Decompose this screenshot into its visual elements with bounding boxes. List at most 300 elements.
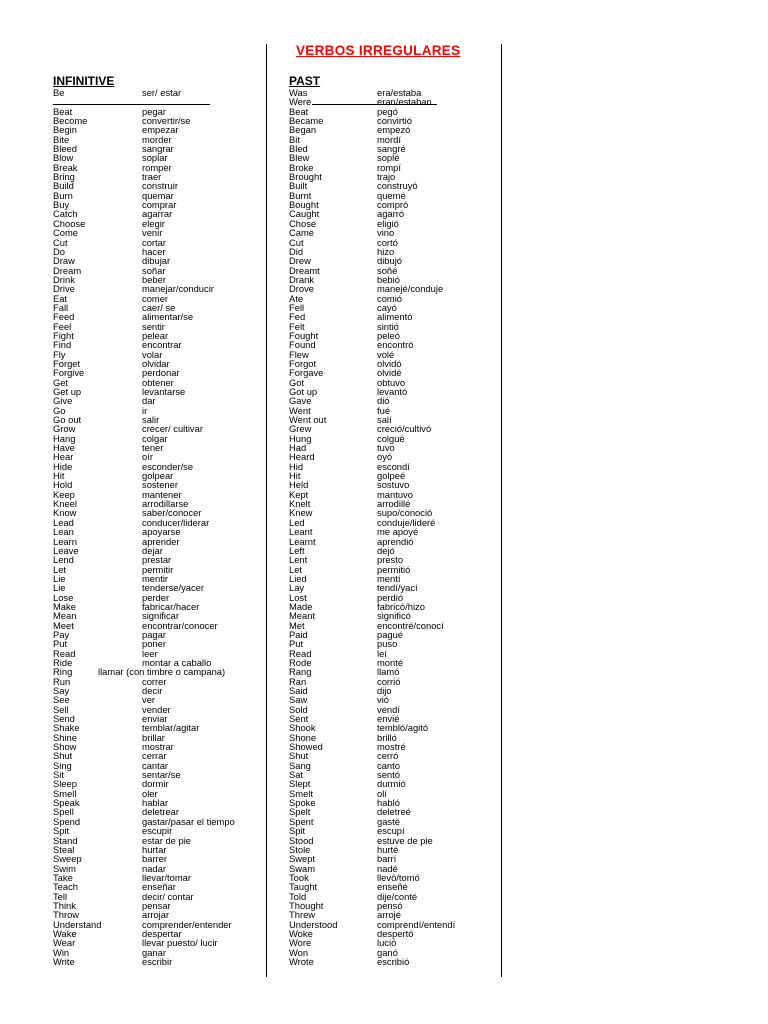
- verb-spanish: barrí: [377, 853, 397, 865]
- verb-spanish: pagar: [142, 628, 166, 640]
- verb-english: Leave: [53, 544, 79, 556]
- verb-spanish: puso: [377, 638, 398, 650]
- verb-english: Mean: [53, 610, 77, 622]
- verb-spanish: encontrar: [142, 339, 182, 351]
- verb-english: Forgive: [53, 367, 85, 379]
- verb-english: Lose: [53, 591, 74, 603]
- verb-spanish: eran/estaban: [377, 96, 432, 108]
- verb-english: Led: [289, 516, 305, 528]
- verb-english: Bleed: [53, 143, 77, 155]
- verb-english: Lent: [289, 554, 308, 566]
- verb-spanish: tendí/yací: [377, 582, 418, 594]
- verb-spanish: permitir: [142, 563, 174, 575]
- verb-english: Beat: [53, 105, 73, 117]
- verb-english: Kneel: [53, 498, 77, 510]
- past-header: PAST: [289, 74, 321, 88]
- verb-spanish: me apoyé: [377, 526, 419, 538]
- verb-spanish: temblar/agitar: [142, 722, 200, 734]
- verb-english: Shone: [289, 731, 317, 743]
- verb-english: Blew: [289, 152, 310, 164]
- verb-english: Rang: [289, 666, 312, 678]
- verb-spanish: sentir: [142, 320, 165, 332]
- verb-english: Dream: [53, 264, 82, 276]
- verb-spanish: enseñar: [142, 881, 176, 893]
- verb-spanish: hurtar: [142, 843, 167, 855]
- verb-english: Drink: [53, 273, 75, 285]
- verb-english: Get up: [53, 386, 82, 397]
- verb-english: Broke: [289, 161, 314, 173]
- verb-spanish: permitió: [377, 563, 411, 575]
- verb-english: Come: [53, 227, 79, 239]
- verb-spanish: vender: [142, 703, 171, 715]
- verb-spanish: rompí: [377, 161, 401, 173]
- verb-english: Slept: [289, 778, 311, 790]
- verb-english: Knelt: [289, 498, 311, 510]
- verb-english: Flew: [289, 348, 309, 360]
- verb-spanish: sostener: [142, 479, 178, 491]
- verb-spanish: corrió: [377, 675, 401, 687]
- verb-english: Lie: [53, 582, 66, 594]
- verb-english: Throw: [53, 909, 80, 921]
- verb-english: Learnt: [289, 535, 316, 547]
- verb-english: Went: [289, 404, 311, 416]
- verb-spanish: dijo: [377, 685, 392, 696]
- verb-english: Ran: [289, 675, 307, 687]
- verb-spanish: comió: [377, 292, 403, 304]
- left-divider: [266, 44, 267, 977]
- verb-spanish: oler: [142, 787, 158, 799]
- verb-english: Thought: [289, 899, 324, 911]
- verb-spanish: barrer: [142, 853, 168, 865]
- verb-english: Stood: [289, 834, 314, 846]
- verb-english: Wake: [53, 927, 77, 939]
- verb-english: Spit: [289, 825, 306, 837]
- verb-english: Sent: [289, 713, 309, 725]
- verb-spanish: fabricar/hacer: [142, 600, 200, 612]
- verb-english: Put: [289, 638, 304, 650]
- verb-spanish: pensar: [142, 899, 171, 911]
- verb-english: Burnt: [289, 189, 312, 201]
- verb-spanish: escribir: [142, 955, 173, 967]
- verb-english: Shut: [289, 750, 309, 762]
- verb-spanish: ir: [142, 404, 148, 416]
- verb-spanish: volar: [142, 348, 163, 360]
- verb-english: Swim: [53, 862, 76, 874]
- verb-english: Had: [289, 442, 307, 454]
- verb-english: Fight: [53, 329, 74, 341]
- past-row: [289, 387, 494, 396]
- verb-spanish: mostré: [377, 741, 406, 753]
- verb-spanish: convirtió: [377, 115, 412, 127]
- verb-english: Buy: [53, 199, 70, 211]
- verb-spanish: elegir: [142, 217, 165, 229]
- verb-english: Go: [53, 404, 66, 416]
- verb-spanish: despertar: [142, 927, 182, 939]
- verb-spanish: brilló: [377, 731, 397, 743]
- verb-spanish: brillar: [142, 731, 165, 743]
- verb-english: Burn: [53, 189, 73, 201]
- verb-english: Cut: [53, 236, 68, 248]
- verb-english: Taught: [289, 881, 318, 893]
- verb-english: Win: [53, 946, 70, 958]
- verb-english: Held: [289, 479, 309, 491]
- verb-english: Fought: [289, 329, 319, 341]
- verb-spanish: agarró: [377, 208, 405, 220]
- verb-spanish: cerrar: [142, 750, 167, 762]
- verb-spanish: oír: [142, 451, 153, 463]
- verb-english: Be: [53, 87, 65, 98]
- verb-english: See: [53, 694, 70, 706]
- verb-spanish: habló: [377, 797, 400, 809]
- verb-english: Hang: [53, 432, 76, 444]
- verb-english: Went out: [289, 414, 327, 426]
- verb-spanish: estuve de pie: [377, 834, 433, 846]
- verb-english: Made: [289, 600, 313, 612]
- verb-english: Won: [289, 946, 309, 958]
- verb-spanish: pelear: [142, 329, 169, 341]
- verb-english: Lean: [53, 526, 74, 538]
- verb-english: Bled: [289, 143, 308, 155]
- verb-english: Got: [289, 376, 305, 388]
- verb-english: Sang: [289, 759, 311, 771]
- verb-spanish: estar de pie: [142, 834, 191, 846]
- verb-spanish: hacer: [142, 245, 166, 257]
- verb-spanish: soñar: [142, 264, 166, 276]
- verb-english: Heard: [289, 451, 315, 463]
- past-row: [289, 639, 494, 648]
- verb-spanish: golpeé: [377, 470, 406, 482]
- past-row: [289, 686, 494, 695]
- verb-english: Let: [53, 563, 67, 575]
- verb-english: Kept: [289, 488, 309, 500]
- verb-spanish: arrodillé: [377, 498, 411, 510]
- verb-spanish: ganar: [142, 946, 166, 958]
- verb-spanish: significó: [377, 610, 411, 622]
- verb-spanish: nadé: [377, 862, 398, 874]
- verb-spanish: encontrar/conocer: [142, 619, 218, 631]
- verb-spanish: dejar: [142, 544, 163, 556]
- verb-spanish: levantarse: [142, 386, 186, 397]
- verb-spanish: aprender: [142, 535, 180, 547]
- verb-english: Lay: [289, 582, 305, 594]
- verb-english: Understood: [289, 918, 338, 930]
- verb-spanish: dibujar: [142, 255, 171, 267]
- verb-spanish: conducer/liderar: [142, 516, 210, 528]
- page-title: VERBOS IRREGULARES: [296, 43, 461, 58]
- verb-spanish: trajo: [377, 171, 396, 183]
- verb-english: Caught: [289, 208, 320, 220]
- verb-spanish: envié: [377, 713, 400, 725]
- verb-spanish: colgar: [142, 432, 168, 444]
- verb-spanish: cayó: [377, 301, 397, 313]
- verb-spanish: mentir: [142, 572, 169, 584]
- verb-english: Drank: [289, 273, 315, 285]
- verb-spanish: prestar: [142, 554, 172, 566]
- verb-english: Wear: [53, 937, 76, 949]
- verb-spanish: tenderse/yacer: [142, 582, 205, 594]
- right-divider: [501, 44, 502, 977]
- verb-spanish: nadar: [142, 862, 166, 874]
- verb-spanish: vió: [377, 694, 389, 706]
- verb-english: Blow: [53, 152, 74, 164]
- infinitive-list: [53, 88, 258, 966]
- verb-english: Bring: [53, 171, 75, 183]
- verb-spanish: olvidó: [377, 357, 402, 369]
- verb-spanish: oyó: [377, 451, 393, 463]
- verb-spanish: sangrar: [142, 143, 174, 155]
- past-row: [289, 779, 494, 788]
- verb-english: Let: [289, 563, 303, 575]
- verb-english: Sell: [53, 703, 69, 715]
- verb-spanish: colgué: [377, 432, 405, 444]
- verb-spanish: peleó: [377, 329, 400, 341]
- verb-spanish: salir: [142, 414, 160, 426]
- verb-spanish: beber: [142, 273, 166, 285]
- verb-english: Forgot: [289, 357, 317, 369]
- verb-english: Speak: [53, 797, 80, 809]
- verb-english: Teach: [53, 881, 79, 893]
- verb-spanish: salí: [377, 414, 392, 426]
- verb-spanish: deletrear: [142, 806, 180, 818]
- verb-spanish: agarrar: [142, 208, 173, 220]
- verb-spanish: quemé: [377, 189, 406, 201]
- verb-english: Rode: [289, 656, 312, 668]
- verb-spanish: hizo: [377, 245, 395, 257]
- verb-spanish: leí: [377, 647, 387, 659]
- verb-spanish: tener: [142, 442, 164, 454]
- verb-spanish: fabricó/hizo: [377, 600, 425, 612]
- verb-english: Feel: [53, 320, 72, 332]
- verb-spanish: mostrar: [142, 741, 174, 753]
- verb-english: Tell: [53, 890, 68, 902]
- verb-english: Know: [53, 507, 77, 519]
- verb-spanish: decir: [142, 685, 163, 696]
- verb-english: Hold: [53, 479, 73, 491]
- verb-english: Sit: [53, 769, 64, 781]
- verb-english: Run: [53, 675, 71, 687]
- verb-spanish: hurté: [377, 843, 399, 855]
- verb-english: Hung: [289, 432, 312, 444]
- verb-spanish: dormir: [142, 778, 169, 790]
- verb-english: Keep: [53, 488, 75, 500]
- verb-english: Take: [53, 871, 73, 883]
- verb-spanish: llevó/tomó: [377, 871, 420, 883]
- verb-spanish: alimentó: [377, 311, 413, 323]
- verb-english: Drove: [289, 283, 315, 295]
- verb-english: Beat: [289, 105, 309, 117]
- verb-spanish: olvidar: [142, 357, 170, 369]
- verb-english: Spit: [53, 825, 70, 837]
- verb-spanish: pegar: [142, 105, 166, 117]
- verb-english: Woke: [289, 927, 313, 939]
- verb-english: Left: [289, 544, 305, 556]
- infinitive-row: [53, 88, 258, 97]
- verb-english: Steal: [53, 843, 75, 855]
- verb-english: Leant: [289, 526, 313, 538]
- verb-spanish: significar: [142, 610, 179, 622]
- verb-spanish: saber/conocer: [142, 507, 202, 519]
- verb-english: Bite: [53, 133, 70, 145]
- verb-spanish: aprendió: [377, 535, 414, 547]
- verb-spanish: canto: [377, 759, 400, 771]
- verb-english: Show: [53, 741, 77, 753]
- verb-spanish: cortó: [377, 236, 398, 248]
- verb-spanish: conduje/lideré: [377, 516, 436, 528]
- verb-english: Was: [289, 87, 308, 98]
- infinitive-row: [53, 957, 258, 966]
- verb-english: Feed: [53, 311, 75, 323]
- verb-english: Hit: [53, 470, 65, 482]
- verb-spanish: hablar: [142, 797, 169, 809]
- verb-english: Began: [289, 124, 317, 136]
- verb-spanish: llamó: [377, 666, 400, 678]
- verb-spanish: mantener: [142, 488, 182, 500]
- verb-spanish: caer/ se: [142, 301, 176, 313]
- verb-english: Did: [289, 245, 304, 257]
- verb-english: Sat: [289, 769, 304, 781]
- verb-spanish: enviar: [142, 713, 168, 725]
- verb-spanish: traer: [142, 171, 162, 183]
- verb-spanish: supo/conoció: [377, 507, 433, 519]
- verb-english: Become: [53, 115, 88, 127]
- past-row: [289, 396, 494, 405]
- verb-english: Shut: [53, 750, 73, 762]
- verb-spanish: quemar: [142, 189, 174, 201]
- verb-english: Say: [53, 685, 70, 696]
- verb-spanish: convertir/se: [142, 115, 191, 127]
- verb-english: Threw: [289, 909, 316, 921]
- verb-english: Begin: [53, 124, 77, 136]
- verb-spanish: pagué: [377, 628, 404, 640]
- verb-spanish: despertó: [377, 927, 414, 939]
- verb-english: Lied: [289, 572, 307, 584]
- verb-english: Read: [53, 647, 76, 659]
- verb-english: Built: [289, 180, 308, 192]
- verb-english: Forget: [53, 357, 81, 369]
- verb-spanish: perdió: [377, 591, 404, 603]
- verb-english: Hear: [53, 451, 74, 463]
- verb-english: Bought: [289, 199, 319, 211]
- verb-english: Lost: [289, 591, 307, 603]
- verb-spanish: fué: [377, 404, 391, 416]
- verb-english: Got up: [289, 386, 318, 397]
- verb-spanish: empezar: [142, 124, 179, 136]
- verb-spanish: olvidé: [377, 367, 402, 379]
- verb-english: Fed: [289, 311, 306, 323]
- verb-spanish: bebió: [377, 273, 400, 285]
- verb-spanish: perder: [142, 591, 170, 603]
- verb-english: Spelt: [289, 806, 311, 818]
- verb-spanish: mantuvo: [377, 488, 413, 500]
- verb-spanish: comprendí/entendí: [377, 918, 456, 930]
- verb-english: Swam: [289, 862, 316, 874]
- verb-english: Saw: [289, 694, 308, 706]
- verb-spanish: alimentar/se: [142, 311, 194, 323]
- verb-spanish: venir: [142, 227, 163, 239]
- verb-spanish: comprender/entender: [142, 918, 232, 930]
- verb-spanish: presto: [377, 554, 404, 566]
- verb-english: Were: [289, 96, 312, 108]
- verb-spanish: llevar puesto/ lucir: [142, 937, 218, 949]
- past-list: [289, 88, 494, 966]
- verb-spanish: vino: [377, 227, 395, 239]
- verb-english: Pay: [53, 628, 70, 640]
- verb-spanish: pensó: [377, 899, 403, 911]
- verb-spanish: mordí: [377, 133, 401, 145]
- verb-english: Go out: [53, 414, 82, 426]
- verb-spanish: monté: [377, 656, 404, 668]
- verb-english: Took: [289, 871, 309, 883]
- verb-english: Shook: [289, 722, 316, 734]
- verb-spanish: construyó: [377, 180, 418, 192]
- verb-english: Brought: [289, 171, 322, 183]
- verb-spanish: arrodillarse: [142, 498, 189, 510]
- verb-english: Showed: [289, 741, 323, 753]
- verb-english: Grew: [289, 423, 312, 435]
- verb-spanish: obtuvo: [377, 376, 406, 388]
- verb-english: Put: [53, 638, 68, 650]
- verb-english: Lead: [53, 516, 74, 528]
- verb-spanish: cerró: [377, 750, 399, 762]
- verb-spanish: escupir: [142, 825, 173, 837]
- verb-english: Build: [53, 180, 74, 192]
- verb-spanish: dije/conté: [377, 890, 418, 902]
- verb-english: Fly: [53, 348, 66, 360]
- verb-spanish: cantar: [142, 759, 169, 771]
- verb-spanish: olí: [377, 787, 387, 799]
- verb-english: Fall: [53, 301, 69, 313]
- verb-english: Send: [53, 713, 75, 725]
- verb-spanish: correr: [142, 675, 167, 687]
- verb-spanish: morder: [142, 133, 172, 145]
- verb-spanish: poner: [142, 638, 166, 650]
- infinitive-header: INFINITIVE: [53, 74, 115, 88]
- verb-english: Swept: [289, 853, 316, 865]
- verb-spanish: dió: [377, 395, 390, 407]
- verb-english: Get: [53, 376, 69, 388]
- past-row: [289, 957, 494, 966]
- verb-spanish: ser/ estar: [142, 87, 182, 98]
- verb-english: Catch: [53, 208, 78, 220]
- verb-spanish: perdonar: [142, 367, 180, 379]
- verb-spanish: enseñé: [377, 881, 408, 893]
- verb-spanish: deletreé: [377, 806, 411, 818]
- verb-spanish: manejar/conducir: [142, 283, 214, 295]
- verb-spanish: sentar/se: [142, 769, 181, 781]
- verb-spanish: leer: [142, 647, 158, 659]
- verb-english: Ring: [53, 666, 73, 678]
- verb-spanish: vendí: [377, 703, 400, 715]
- infinitive-row: [53, 443, 258, 452]
- verb-spanish: escribió: [377, 955, 410, 967]
- verb-spanish: sangré: [377, 143, 406, 155]
- verb-spanish: soñé: [377, 264, 398, 276]
- verb-english: Break: [53, 161, 78, 173]
- verb-english: Spend: [53, 815, 81, 827]
- verb-english: Spoke: [289, 797, 316, 809]
- verb-spanish: tembló/agitó: [377, 722, 429, 734]
- verb-english: Grow: [53, 423, 76, 435]
- verb-english: Sleep: [53, 778, 77, 790]
- verb-english: Stand: [53, 834, 78, 846]
- verb-english: Shake: [53, 722, 80, 734]
- verb-spanish: lució: [377, 937, 397, 949]
- verb-english: Understand: [53, 918, 102, 930]
- verb-english: Felt: [289, 320, 305, 332]
- verb-spanish: creció/cultivó: [377, 423, 432, 435]
- verb-spanish: sentó: [377, 769, 400, 781]
- verb-english: Read: [289, 647, 312, 659]
